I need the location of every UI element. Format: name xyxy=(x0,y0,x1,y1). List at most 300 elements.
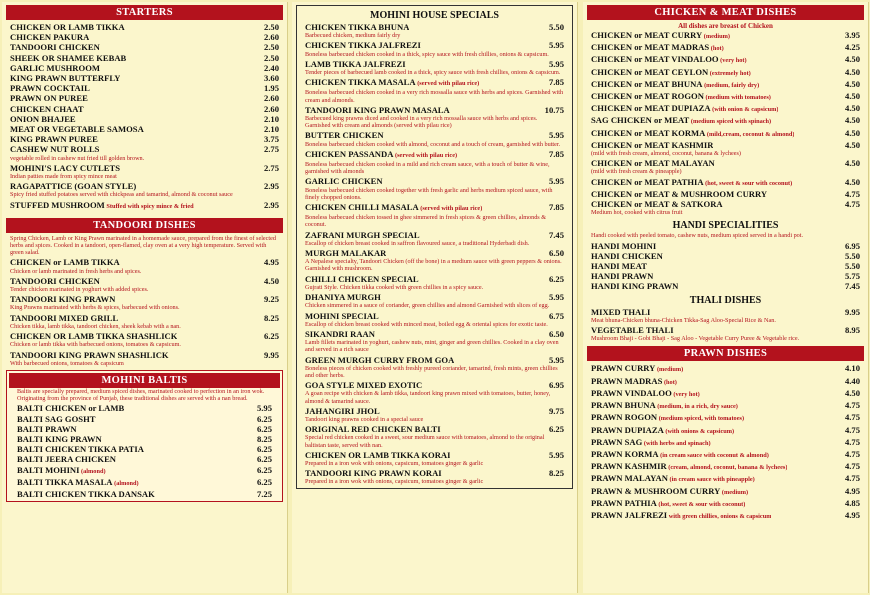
menu-item-title: GOA STYLE MIXED EXOTIC xyxy=(305,380,423,391)
menu-item-name xyxy=(591,30,730,42)
menu-item-name xyxy=(10,63,100,73)
menu-item xyxy=(297,248,572,258)
menu-item xyxy=(583,261,868,271)
menu-item-name xyxy=(591,115,771,127)
menu-item xyxy=(297,105,572,115)
menu-item-name xyxy=(591,177,792,189)
menu-item-description: Mushroom Bhaji - Gobi Bhaji - Sag Aloo - Vegetable Curry Puree & Vegetable rice. xyxy=(591,335,800,343)
menu-item xyxy=(583,241,868,251)
menu-item-price: 6.25 xyxy=(256,476,272,487)
menu-item-title: SIKANDRI RAAN xyxy=(305,328,375,339)
menu-item-price: 4.75 xyxy=(844,473,860,484)
menu-item-price: 2.10 xyxy=(263,113,279,124)
menu-item-price: 6.50 xyxy=(548,248,564,259)
menu-item-qualifier: (almond) xyxy=(79,467,106,475)
menu-item xyxy=(297,202,572,214)
menu-item-qualifier: (in cream sauce with pineapple) xyxy=(667,476,755,484)
handi-header: HANDI SPECIALITIES xyxy=(672,220,779,232)
menu-item-title: BALTI KING PRAWN xyxy=(17,433,102,444)
menu-item-name xyxy=(10,104,84,114)
menu-item xyxy=(583,42,868,54)
menu-item-price: 5.95 xyxy=(548,40,564,51)
menu-item-description: Chicken or lamb marinated in fresh herbs and spices. xyxy=(10,267,142,275)
menu-item xyxy=(2,22,287,32)
menu-item xyxy=(9,465,280,477)
menu-item-name xyxy=(591,281,678,291)
menu-item xyxy=(2,114,287,124)
menu-item-name xyxy=(305,22,409,32)
menu-item-title: BALTI TIKKA MASALA xyxy=(17,476,113,487)
menu-item-price: 6.25 xyxy=(256,423,272,434)
menu-item-name xyxy=(10,200,194,212)
menu-item-title: SAG CHICKEN or MEAT xyxy=(591,115,690,126)
menu-item-price: 6.95 xyxy=(844,240,860,251)
menu-item-name xyxy=(10,32,89,42)
menu-item-price: 4.40 xyxy=(844,375,860,386)
menu-item-title: CHICKEN OR LAMB TIKKA SHASHLICK xyxy=(10,331,178,342)
menu-item-description: Tender pieces of barbecued lamb cooked in a thick, spicy sauce with fresh chillies, onions & capsicum. xyxy=(305,69,561,77)
menu-item-name xyxy=(10,114,76,124)
baltis-box xyxy=(6,370,283,502)
menu-item-name xyxy=(10,350,169,360)
menu-item-name xyxy=(591,54,747,66)
menu-item-price: 4.75 xyxy=(844,199,860,210)
menu-item-title: PRAWN SAG xyxy=(591,436,643,447)
menu-item-description: Boneless barbecued chicken cooked together with fresh garlic and herbs medium spiced sauce, with finely chopped onions. xyxy=(305,186,553,201)
menu-item-title: PRAWN DUPIAZA xyxy=(591,424,664,435)
menu-item-qualifier: (medium with tomatoes) xyxy=(703,94,771,102)
menu-item xyxy=(583,251,868,261)
menu-item-price: 7.45 xyxy=(844,281,860,292)
menu-item xyxy=(583,449,868,461)
menu-item xyxy=(2,104,287,114)
menu-item-qualifier: (medium, in a rich, dry sauce) xyxy=(655,403,738,411)
menu-item-name xyxy=(305,40,421,50)
menu-item-qualifier: (medium spiced, with tomatoes) xyxy=(657,415,745,423)
menu-item-qualifier: with green chillies, onions & capsicum xyxy=(667,512,772,520)
menu-item-price: 7.85 xyxy=(548,202,564,213)
menu-item-title: BALTI MOHINI xyxy=(17,464,80,475)
menu-item-price: 4.50 xyxy=(844,176,860,187)
menu-item xyxy=(583,473,868,485)
menu-item-name xyxy=(591,412,744,424)
menu-item-name xyxy=(591,461,787,473)
menu-item xyxy=(583,30,868,42)
menu-item-description: Chicken tikka, lamb tikka, tandoori chicken, sheek kebab with a nan. xyxy=(10,322,181,330)
menu-item-price: 6.25 xyxy=(263,331,279,342)
menu-item-title: CHICKEN or MEAT ROGON xyxy=(591,91,704,102)
menu-item xyxy=(2,331,287,341)
menu-item-name xyxy=(305,248,386,258)
menu-item-title: PRAWN CURRY xyxy=(591,363,656,374)
menu-item-price: 8.25 xyxy=(548,468,564,479)
menu-item-title: BALTI CHICKEN TIKKA DANSAK xyxy=(17,488,155,499)
menu-item-title: GARLIC MUSHROOM xyxy=(10,62,100,73)
menu-item xyxy=(297,130,572,140)
menu-item-qualifier: (served with pilau rice) xyxy=(415,80,480,88)
menu-item-title: LAMB TIKKA JALFREZI xyxy=(305,58,406,69)
menu-item-price: 2.40 xyxy=(263,62,279,73)
menu-item-description: Chicken simmered in a sauce of coriander, green chillies and almond Garnished with slices of egg. xyxy=(305,302,550,310)
menu-item-name xyxy=(10,42,100,52)
menu-item-title: CHICKEN or MEAT BHUNA xyxy=(591,78,703,89)
menu-item-name xyxy=(10,73,120,83)
menu-item-price: 6.25 xyxy=(256,413,272,424)
menu-item-qualifier: (cream, almond, coconut, banana & lychees) xyxy=(666,464,788,472)
menu-item-title: TANDOORI KING PRAWN SHASHLICK xyxy=(10,349,169,360)
menu-item-price: 4.10 xyxy=(844,363,860,374)
menu-item-price: 5.95 xyxy=(256,403,272,414)
menu-item-price: 5.95 xyxy=(548,176,564,187)
menu-item-title: CHICKEN or MEAT KASHMIR xyxy=(591,139,714,150)
menu-item-title: CHICKEN or MEAT CEYLON xyxy=(591,66,709,77)
menu-item-title: MEAT OR VEGETABLE SAMOSA xyxy=(10,124,144,135)
menu-item-price: 6.25 xyxy=(256,454,272,465)
menu-item xyxy=(583,363,868,375)
menu-item-title: PRAWN MALAYAN xyxy=(591,473,668,484)
menu-item-title: STUFFED MUSHROOM xyxy=(10,199,105,210)
menu-item xyxy=(583,400,868,412)
menu-item-description: Boneless pieces of chicken cooked with freshly pureed coriander, tamarind, fresh mints, green chillies and other herbs. xyxy=(305,364,558,379)
menu-item-price: 5.95 xyxy=(548,449,564,460)
menu-item-title: TANDOORI KING PRAWN KORAI xyxy=(305,468,442,479)
menu-item-title: CHICKEN or MEAT & MUSHROOM CURRY xyxy=(591,188,768,199)
menu-item-price: 6.25 xyxy=(256,444,272,455)
menu-item-name xyxy=(591,307,650,317)
menu-item-name xyxy=(10,313,118,323)
tandoori-intro: Spring Chicken, Lamb or King Prawn marinated in a homemade sauce, prepared from the finest of selected herbs and spices. Cooked in a tandoori, open-flamed, clay oven at a very high temperature. Served with green salad. xyxy=(10,234,276,257)
menu-item-description: Barbecued chicken, medium fairly dry xyxy=(305,32,401,40)
menu-item-price: 4.75 xyxy=(844,436,860,447)
menu-item-qualifier: (medium) xyxy=(702,33,730,40)
menu-item xyxy=(583,128,868,140)
menu-item-name xyxy=(591,91,771,103)
menu-item-description: Prepared in a iron wok with onions, capsicum, tomatoes ginger & garlic xyxy=(305,459,484,467)
menu-item-title: CHICKEN or MEAT & SATKORA xyxy=(591,199,723,210)
menu-item-title: RAGAPATTICE (GOAN STYLE) xyxy=(10,181,137,192)
menu-item-price: 4.50 xyxy=(844,54,860,65)
menu-item-name xyxy=(305,59,406,69)
menu-item-title: PRAWN ON PUREE xyxy=(10,93,88,104)
menu-item-name xyxy=(591,325,674,335)
menu-item-description: Chicken or lamb tikka with barbecued onions, tomatoes & capsicum. xyxy=(10,341,181,349)
menu-item-title: CHICKEN TIKKA BHUNA xyxy=(305,22,410,32)
menu-item-name xyxy=(17,414,96,424)
menu-item-price: 2.50 xyxy=(263,52,279,63)
menu-item xyxy=(583,325,868,335)
menu-item-name xyxy=(591,510,771,522)
menu-item-price: 9.75 xyxy=(548,405,564,416)
menu-item-name xyxy=(10,294,115,304)
menu-item-description: Barbecued king prawns diced and cooked in a very rich mossalla sauce with herbs and spices. Garnished with cream and almonds (served with pilau rice) xyxy=(305,115,538,130)
menu-item-price: 4.75 xyxy=(844,424,860,435)
menu-item-title: KING PRAWN PUREE xyxy=(10,134,98,145)
menu-item xyxy=(2,144,287,154)
menu-item-price: 5.95 xyxy=(548,354,564,365)
thali-list xyxy=(583,307,868,344)
menu-item-price: 6.25 xyxy=(256,464,272,475)
menu-item-name xyxy=(591,376,677,388)
menu-item-price: 5.95 xyxy=(548,292,564,303)
menu-item xyxy=(9,477,280,489)
menu-item xyxy=(9,414,280,424)
menu-item xyxy=(2,257,287,267)
menu-item-title: PRAWN & MUSHROOM CURRY xyxy=(591,485,721,496)
menu-item xyxy=(583,140,868,150)
menu-item-price: 4.50 xyxy=(844,78,860,89)
menu-item-price: 7.45 xyxy=(548,229,564,240)
menu-item-name xyxy=(305,176,383,186)
menu-item-qualifier: (with herbs and spinach) xyxy=(642,439,711,447)
chicken-meat-list xyxy=(583,30,868,217)
menu-item-price: 9.25 xyxy=(263,294,279,305)
menu-item-price: 6.25 xyxy=(548,424,564,435)
chicken-meat-subtitle: All dishes are breast of Chicken xyxy=(678,22,773,30)
menu-item-price: 2.50 xyxy=(263,22,279,32)
menu-item-price: 8.95 xyxy=(844,325,860,336)
menu-item-title: CHICKEN or MEAT PATHIA xyxy=(591,176,704,187)
menu-item-price: 5.50 xyxy=(548,22,564,32)
menu-item-name xyxy=(17,434,102,444)
menu-item xyxy=(2,294,287,304)
menu-item-name xyxy=(591,486,748,498)
menu-item xyxy=(583,376,868,388)
menu-item xyxy=(9,444,280,454)
menu-item xyxy=(583,54,868,66)
menu-item-name xyxy=(305,149,457,161)
menu-item xyxy=(297,274,572,284)
menu-item xyxy=(297,406,572,416)
baltis-list xyxy=(9,403,280,499)
menu-item-description: With barbecued onions, tomatoes & capsicum xyxy=(10,359,124,367)
menu-item xyxy=(583,425,868,437)
menu-item-name xyxy=(17,454,116,464)
menu-item xyxy=(583,177,868,189)
menu-item xyxy=(583,158,868,168)
menu-item xyxy=(297,149,572,161)
menu-item-title: BALTI PRAWN xyxy=(17,423,77,434)
menu-item-name xyxy=(17,424,77,434)
menu-item-name xyxy=(591,140,713,150)
menu-item-description: Indian patties made from spicy mince meat xyxy=(10,173,117,181)
menu-item xyxy=(297,355,572,365)
menu-item xyxy=(2,124,287,134)
menu-item-description: Tandoori king prawns cooked in a special sauce xyxy=(305,415,424,423)
prawn-list xyxy=(583,363,868,522)
menu-item xyxy=(583,307,868,317)
menu-item-title: CHICKEN or LAMB TIKKA xyxy=(10,257,120,268)
menu-item-name xyxy=(591,79,759,91)
menu-item-name xyxy=(305,105,450,115)
menu-item-title: CASHEW NUT ROLLS xyxy=(10,144,100,155)
menu-item-title: ORIGINAL RED CHICKEN BALTI xyxy=(305,424,441,435)
menu-item xyxy=(583,103,868,115)
menu-item-name xyxy=(591,67,751,79)
menu-item-title: BALTI CHICKEN or LAMB xyxy=(17,403,125,414)
menu-item-qualifier: (served with pilau rice) xyxy=(393,151,458,159)
menu-item xyxy=(297,176,572,186)
menu-item-title: TANDOORI MIXED GRILL xyxy=(10,312,119,323)
menu-item-price: 4.75 xyxy=(844,400,860,411)
handi-intro: Handi cooked with peeled tomato, cashew nuts, medium spiced served in a handi pot. xyxy=(591,232,804,240)
menu-item-price: 2.60 xyxy=(263,103,279,114)
menu-item-name xyxy=(591,261,647,271)
menu-item-qualifier: (medium, fairly dry) xyxy=(702,81,760,89)
menu-item-price: 5.50 xyxy=(844,261,860,272)
menu-item-price: 2.60 xyxy=(263,32,279,43)
menu-item-price: 2.10 xyxy=(263,124,279,135)
menu-item-name xyxy=(10,22,125,32)
menu-item xyxy=(583,67,868,79)
menu-item-price: 6.50 xyxy=(548,328,564,339)
menu-item-title: MIXED THALI xyxy=(591,306,651,317)
menu-item xyxy=(583,91,868,103)
menu-item-price: 4.95 xyxy=(263,257,279,268)
menu-item-description: Lamb fillets marinated in yoghurt, cashew nuts, mint, ginger and green chillies. Cooked in a clay oven and served in a rich sauce xyxy=(305,339,559,354)
menu-item-qualifier: Stuffed with spicy mince & fried xyxy=(104,202,194,210)
menu-item-name xyxy=(591,241,656,251)
menu-item xyxy=(297,59,572,69)
menu-item-price: 4.95 xyxy=(844,485,860,496)
menu-item-price: 3.75 xyxy=(263,134,279,145)
thali-header: THALI DISHES xyxy=(689,294,762,306)
menu-item-title: PRAWN KASHMIR xyxy=(591,461,667,472)
menu-item-name xyxy=(591,473,755,485)
menu-item xyxy=(2,93,287,103)
menu-item-title: PRAWN BHUNA xyxy=(591,400,656,411)
menu-item-name xyxy=(17,477,139,489)
menu-item-name xyxy=(591,363,683,375)
menu-item-name xyxy=(10,163,120,173)
menu-item-title: PRAWN KORMA xyxy=(591,448,659,459)
menu-item-price: 7.85 xyxy=(548,77,564,88)
menu-item-title: CHICKEN or MEAT KORMA xyxy=(591,127,706,138)
menu-item-qualifier: (hot, sweet & sour with coconut) xyxy=(656,500,746,508)
menu-item-title: MURGH MALAKAR xyxy=(305,248,387,259)
menu-item-description: Tender chicken marinated in yoghurt with added spices. xyxy=(10,286,149,294)
menu-item-name xyxy=(305,406,380,416)
menu-item-name xyxy=(305,468,442,478)
menu-item-qualifier: (medium) xyxy=(720,488,749,496)
menu-item-name xyxy=(591,498,745,510)
menu-column-right xyxy=(583,2,869,593)
menu-item-qualifier: (with onions & capsicum) xyxy=(663,427,735,435)
menu-item-price: 2.50 xyxy=(263,42,279,53)
menu-item xyxy=(2,32,287,42)
baltis-header: MOHINI BALTIS xyxy=(9,373,280,388)
menu-item-description: King Prawns marinated with herbs & spices, barbecued with onions. xyxy=(10,304,180,312)
menu-item-price: 2.75 xyxy=(263,144,279,155)
menu-item-title: HANDI MOHINI xyxy=(591,240,657,251)
menu-item-price: 6.75 xyxy=(548,310,564,321)
menu-item xyxy=(583,388,868,400)
chicken-meat-header: CHICKEN & MEAT DISHES xyxy=(587,5,864,20)
menu-item-title: CHICKEN OR LAMB TIKKA xyxy=(10,22,125,32)
menu-item-price: 4.50 xyxy=(844,66,860,77)
menu-item-price: 4.95 xyxy=(844,509,860,520)
menu-item xyxy=(297,22,572,32)
menu-item-title: CHICKEN TIKKA JALFREZI xyxy=(305,40,421,51)
menu-item-qualifier: (hot) xyxy=(662,378,677,386)
menu-item-qualifier: (medium) xyxy=(655,366,684,374)
menu-item-description: Spicy fried stuffed potatoes served with chickpeas and tamarind, almond & coconut sauce xyxy=(10,191,233,199)
menu-item xyxy=(583,412,868,424)
menu-item-title: CHICKEN PASSANDA xyxy=(305,148,394,159)
menu-item-price: 4.75 xyxy=(844,188,860,199)
menu-column-left xyxy=(2,2,288,593)
menu-item-price: 7.85 xyxy=(548,148,564,159)
menu-item-price: 3.60 xyxy=(263,73,279,84)
menu-item-name xyxy=(10,144,99,154)
menu-item-title: CHICKEN or MEAT MALAYAN xyxy=(591,158,715,169)
menu-item-qualifier: (very hot) xyxy=(671,390,700,398)
menu-item xyxy=(9,489,280,499)
menu-item-title: ONION BHAJEE xyxy=(10,113,76,124)
menu-item-qualifier: (in cream sauce with coconut & almond) xyxy=(658,451,769,459)
menu-item xyxy=(9,424,280,434)
menu-item xyxy=(2,276,287,286)
menu-item xyxy=(2,83,287,93)
menu-item-name xyxy=(305,292,381,302)
menu-item-price: 4.50 xyxy=(844,387,860,398)
menu-item-description: A goan recipe with chicken & lamb tikka, tandoori king prawn mixed with tomatoes, butter, honey, almond & tamarind sauce. xyxy=(305,390,551,405)
tandoori-header: TANDOORI DISHES xyxy=(6,218,283,233)
menu-item-qualifier: (with onion & capsicum) xyxy=(710,106,779,114)
menu-item-qualifier: (very hot) xyxy=(718,57,747,65)
menu-item xyxy=(2,163,287,173)
menu-item-qualifier: (mild,cream, coconut & almond) xyxy=(705,130,795,138)
menu-item xyxy=(2,313,287,323)
menu-item-title: SHEEK OR SHAMEE KEBAB xyxy=(10,52,127,63)
menu-item-title: BALTI JEERA CHICKEN xyxy=(17,454,117,465)
menu-item-title: JAHANGIRI JHOL xyxy=(305,405,380,416)
menu-item-title: PRAWN MADRAS xyxy=(591,375,663,386)
menu-item-name xyxy=(305,450,450,460)
menu-item-title: CHICKEN OR LAMB TIKKA KORAI xyxy=(305,449,451,460)
menu-item xyxy=(9,434,280,444)
menu-item-description: Boneless barbecued chicken cooked in a very rich mossalla sauce with herbs and spices. Garnished with cream and almonds. xyxy=(305,89,564,104)
menu-item-price: 2.95 xyxy=(263,181,279,192)
menu-item-name xyxy=(17,465,106,477)
menu-item xyxy=(297,424,572,434)
menu-item-name xyxy=(591,158,715,168)
menu-item-price: 4.75 xyxy=(844,461,860,472)
menu-item-name xyxy=(591,103,778,115)
menu-item-title: ZAFRANI MURGH SPECIAL xyxy=(305,229,420,240)
menu-item xyxy=(297,230,572,240)
menu-item-price: 4.75 xyxy=(844,448,860,459)
menu-item-name xyxy=(305,230,420,240)
menu-item-price: 4.50 xyxy=(844,127,860,138)
tandoori-list xyxy=(2,257,287,367)
menu-item xyxy=(583,510,868,522)
menu-item-price: 9.95 xyxy=(263,349,279,360)
menu-item xyxy=(2,73,287,83)
menu-item-title: PRAWN VINDALOO xyxy=(591,387,672,398)
menu-item-title: CHILLI CHICKEN SPECIAL xyxy=(305,273,419,284)
menu-item xyxy=(2,181,287,191)
menu-item-description: Medium hot, cooked with citrus fruit xyxy=(591,209,683,217)
menu-item-name xyxy=(591,199,723,209)
menu-item-name xyxy=(17,444,144,454)
menu-item-qualifier: (hot) xyxy=(709,45,724,53)
menu-item-description: Gujrati Style. Chicken tikka cooked with green chillies in a spicy sauce. xyxy=(305,283,484,291)
menu-item-title: CHICKEN or MEAT DUPIAZA xyxy=(591,103,711,114)
menu-item xyxy=(9,403,280,413)
menu-item-price: 3.95 xyxy=(844,30,860,40)
menu-item-description: Boneless barbecued chicken cooked with almond, coconut and a touch of cream, garnished with butter. xyxy=(305,140,561,148)
menu-column-middle xyxy=(292,2,578,593)
